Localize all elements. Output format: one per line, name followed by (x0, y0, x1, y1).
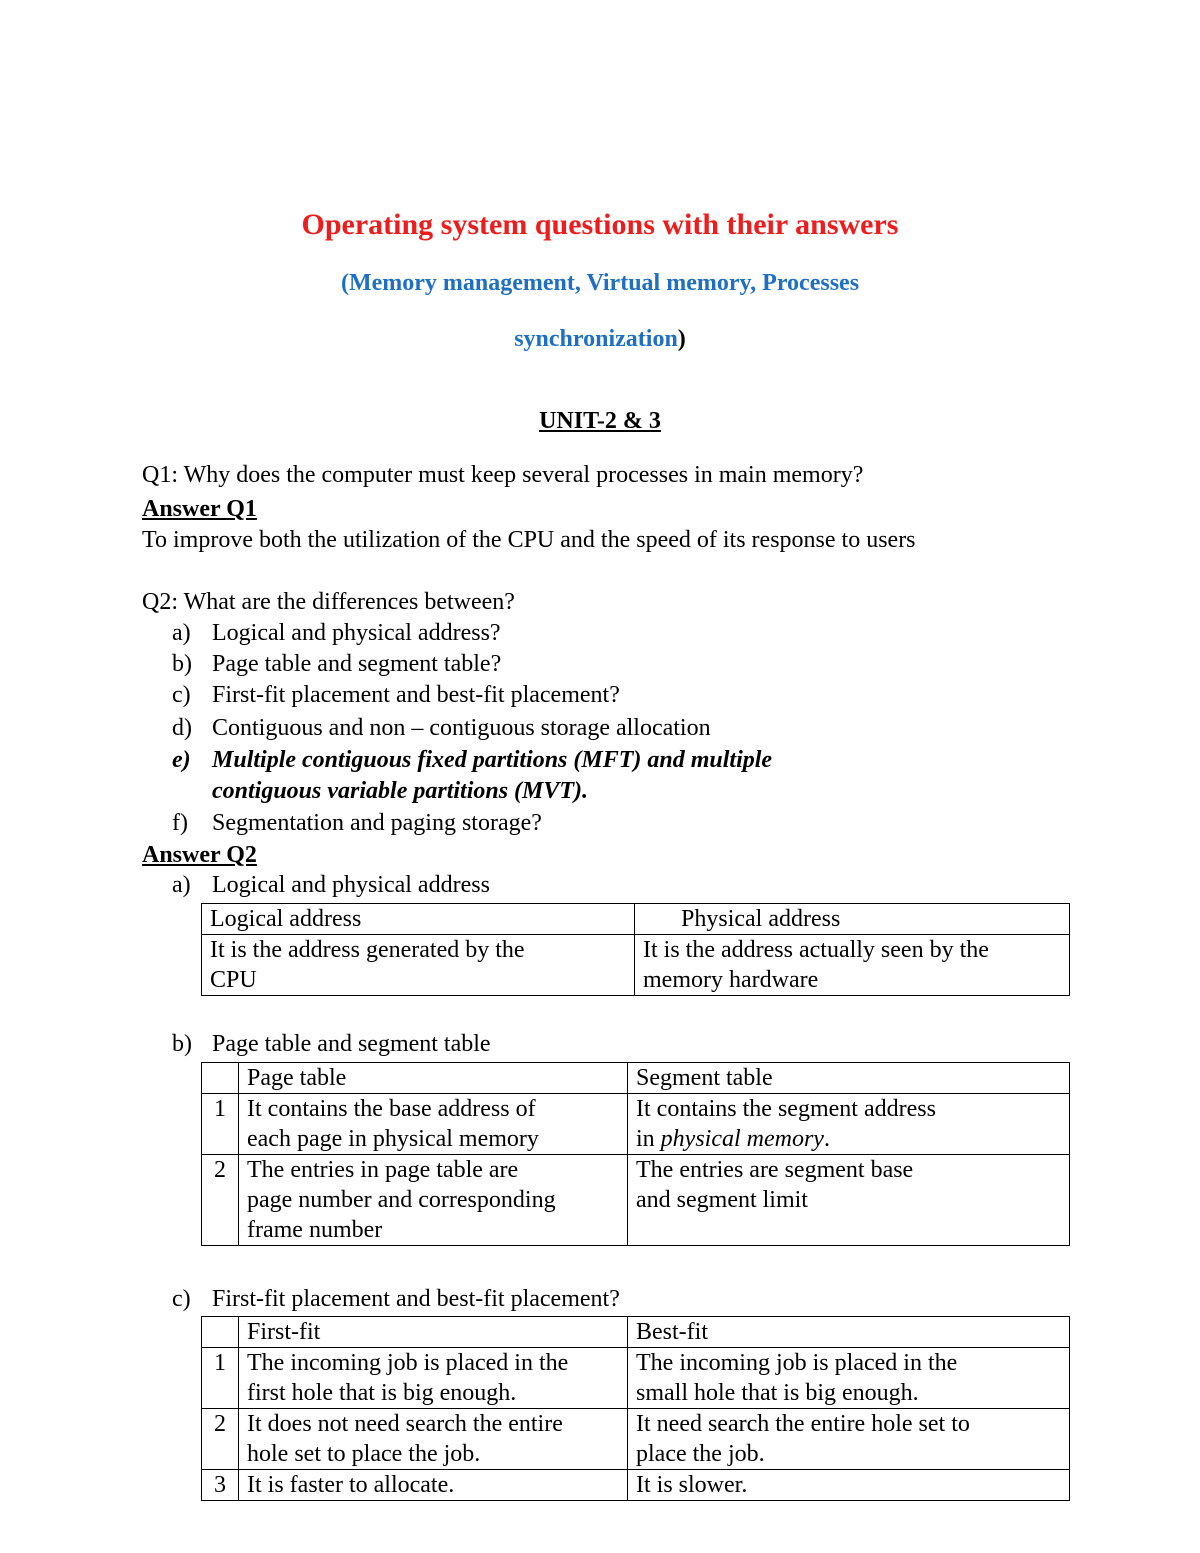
part-a-heading (172, 872, 490, 899)
table-row (202, 1155, 1070, 1246)
unit-heading: UNIT-2 & 3 (539, 408, 661, 434)
part-b-heading (172, 1031, 491, 1058)
cell-line: frame number (247, 1217, 383, 1243)
part-c-marker: c) (172, 1286, 191, 1312)
cell-line: The entries are segment base (636, 1157, 914, 1183)
cell-italic-text: physical memory (660, 1126, 824, 1152)
table-cell (635, 935, 1070, 996)
table-header-cell: Best-fit (628, 1317, 1070, 1348)
first-best-fit-table (201, 1316, 1070, 1501)
table-cell (202, 935, 635, 996)
table-header-cell: Logical address (202, 904, 635, 935)
q2-item-marker: f) (172, 810, 188, 836)
q1-answer-heading: Answer Q1 (142, 496, 257, 522)
part-c-heading (172, 1286, 620, 1313)
table-cell (239, 1348, 628, 1409)
part-c-heading-text: First-fit placement and best-fit placement? (212, 1286, 620, 1312)
table-row (202, 1470, 1070, 1501)
q2-item-c (172, 682, 620, 709)
part-b-heading-text: Page table and segment table (212, 1031, 491, 1057)
q2-item-f (172, 810, 542, 837)
table-cell (239, 1409, 628, 1470)
cell-line: first hole that is big enough. (247, 1380, 517, 1406)
row-number: 1 (202, 1094, 239, 1155)
q2-item-d (172, 715, 711, 742)
cell-line: It does not need search the entire (247, 1411, 563, 1437)
table-header-cell (202, 1317, 239, 1348)
table-cell (628, 1094, 1070, 1155)
document-subtitle-line1: (Memory management, Virtual memory, Processes (340, 270, 860, 296)
part-a-heading-text: Logical and physical address (212, 872, 490, 898)
q1-answer: To improve both the utilization of the CPU and the speed of its response to users (142, 527, 916, 553)
table-header-cell (202, 1063, 239, 1094)
cell-line: The entries in page table are (247, 1157, 519, 1183)
row-number: 2 (202, 1155, 239, 1246)
table-header-row (202, 1063, 1070, 1094)
q2-item-marker: c) (172, 682, 191, 708)
subtitle-close-paren: ) (677, 326, 686, 352)
table-header-row (202, 904, 1070, 935)
table-header-cell: First-fit (239, 1317, 628, 1348)
cell-line: It contains the segment address (636, 1096, 936, 1122)
table-cell (239, 1470, 628, 1501)
table-cell (628, 1348, 1070, 1409)
cell-line: each page in physical memory (247, 1126, 539, 1152)
table-row (202, 1409, 1070, 1470)
q2-item-marker: d) (172, 715, 192, 741)
cell-line: It need search the entire hole set to (636, 1411, 970, 1437)
q2-item-marker: a) (172, 620, 191, 646)
document-title: Operating system questions with their answers (301, 208, 899, 241)
table-header-cell: Page table (239, 1063, 628, 1094)
cell-line: page number and corresponding (247, 1187, 556, 1213)
q2-item-text: Logical and physical address? (212, 620, 501, 646)
cell-text: in (636, 1126, 661, 1152)
q2-item-e (172, 747, 772, 774)
cell-line (636, 1124, 1061, 1154)
document-subtitle-line2 (0, 326, 1200, 353)
cell-line: hole set to place the job. (247, 1441, 481, 1467)
q2-item-text: First-fit placement and best-fit placement? (212, 682, 620, 708)
cell-line: It is the address generated by the (210, 937, 525, 963)
q1-question: Q1: Why does the computer must keep several processes in main memory? (142, 462, 864, 488)
cell-text: . (823, 1126, 830, 1152)
cell-line: and segment limit (636, 1187, 808, 1213)
subtitle-synchronization: synchronization (514, 326, 678, 352)
q2-item-marker: e) (172, 747, 191, 773)
cell-line: It is the address actually seen by the (643, 937, 989, 963)
part-b-marker: b) (172, 1031, 192, 1057)
table-cell (628, 1470, 1070, 1501)
row-number: 1 (202, 1348, 239, 1409)
table-cell (628, 1155, 1070, 1246)
cell-line: It is faster to allocate. (247, 1472, 455, 1498)
q2-item-a (172, 620, 501, 647)
q2-question: Q2: What are the differences between? (142, 589, 515, 615)
q2-item-text: Contiguous and non – contiguous storage allocation (212, 715, 711, 741)
cell-line: It contains the base address of (247, 1096, 536, 1122)
cell-line: The incoming job is placed in the (636, 1350, 958, 1376)
cell-line: The incoming job is placed in the (247, 1350, 569, 1376)
q2-item-e-continuation: contiguous variable partitions (MVT). (212, 778, 589, 804)
q2-answer-heading: Answer Q2 (142, 842, 257, 868)
table-row (202, 1348, 1070, 1409)
cell-line: CPU (210, 967, 257, 993)
table-cell (239, 1094, 628, 1155)
q2-item-text: Multiple contiguous fixed partitions (MFT) and multiple (212, 747, 773, 773)
row-number: 2 (202, 1409, 239, 1470)
table-header-cell: Physical address (635, 904, 1070, 935)
cell-line: place the job. (636, 1441, 765, 1467)
table-row (202, 935, 1070, 996)
q2-item-b (172, 651, 501, 678)
logical-physical-table (201, 903, 1070, 996)
page-segment-table (201, 1062, 1070, 1246)
row-number: 3 (202, 1470, 239, 1501)
part-a-marker: a) (172, 872, 191, 898)
cell-line: memory hardware (643, 967, 819, 993)
table-header-row (202, 1317, 1070, 1348)
table-cell (628, 1409, 1070, 1470)
cell-line: small hole that is big enough. (636, 1380, 919, 1406)
table-header-cell: Segment table (628, 1063, 1070, 1094)
q2-item-text: Page table and segment table? (212, 651, 502, 677)
cell-line: It is slower. (636, 1472, 748, 1498)
table-cell (239, 1155, 628, 1246)
q2-item-text: Segmentation and paging storage? (212, 810, 542, 836)
table-row (202, 1094, 1070, 1155)
q2-item-marker: b) (172, 651, 192, 677)
